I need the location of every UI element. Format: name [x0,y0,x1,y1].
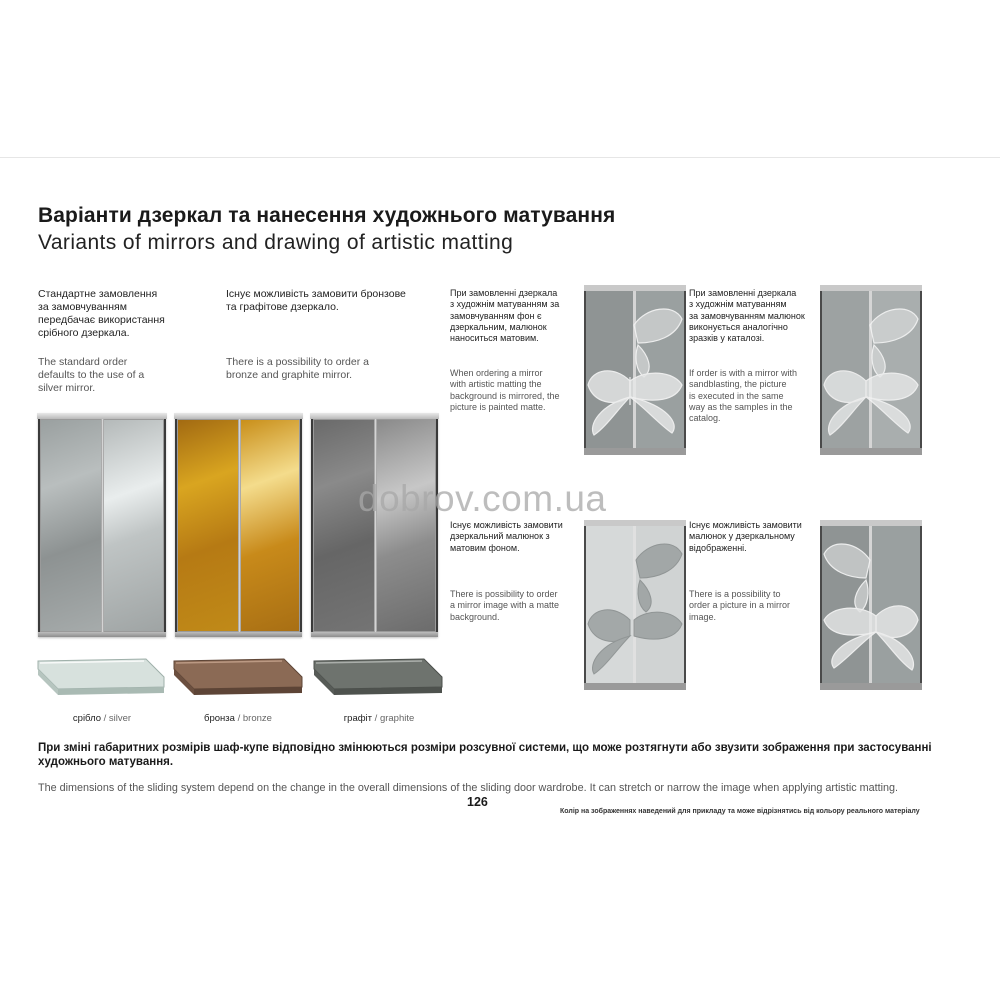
graphite-mirror-wardrobe [311,413,438,637]
text-line: There is possibility to order [450,589,558,599]
text-line: defaults to the use of a [38,369,145,381]
text-line: дзеркальним, малюнок [450,321,547,332]
text-line: silver mirror. [38,382,96,394]
page-number: 126 [467,795,488,809]
bronze-graphite-text-en [226,356,369,382]
note-uk: При зміні габаритних розмірів шаф-купе відповідно змінюються розміри розсувної системи, що може розтягнути або звузити зображення при застосуванні художнього матування. [38,742,932,768]
butterfly-mirrored-picture-wardrobe [820,520,922,690]
text-line: Існує можливість замовити [689,520,802,530]
bronze-graphite-text-uk [226,288,406,314]
text-line: за замовчуванням малюнок [689,310,805,321]
text-line: замовчуванням фон є [450,310,542,321]
watermark: dobrov.com.ua [358,478,607,519]
matte-mirrored-text-en [450,368,560,413]
text-line: image. [689,611,717,622]
mirror-image-text-uk [450,520,563,554]
sandblast-text-en [689,368,797,424]
left-door [177,419,239,632]
text-line: дзеркальний малюнок з [450,531,550,542]
top-divider [0,157,1000,158]
swatch-name-en: bronze [242,713,272,724]
text-line: з художнім матуванням за [450,299,560,310]
text-line: background. [450,611,500,622]
bronze-label [188,713,288,724]
left-door [40,419,102,632]
sandblast-text-uk [689,288,805,344]
text-line: bronze and graphite mirror. [226,369,353,381]
text-line: наноситься матовим. [450,333,539,344]
text-line: a mirror image with a matte [450,600,560,611]
text-line: Існує можливість замовити бронзове [226,288,406,300]
text-line: way as the samples in the [689,401,793,412]
text-line: with artistic matting the [450,379,542,390]
text-line: та графітове дзеркало. [226,301,339,313]
right-door [376,419,436,632]
page-title-en: Variants of mirrors and drawing of artistic matting [38,231,514,254]
bronze-mirror-wardrobe [175,413,302,637]
silver-label [52,713,152,724]
swatch-separator: / [372,713,380,724]
matte-mirrored-text-uk [450,288,559,344]
swatch-separator: / [101,713,109,724]
mirrored-picture-text-uk [689,520,802,554]
page-title-uk: Варіанти дзеркал та нанесення художнього матування [38,204,616,227]
swatch-name-uk: срібло [72,713,101,724]
butterfly-sandblast-wardrobe [820,285,922,455]
text-line: is executed in the same [689,390,784,401]
door-profile [101,419,104,632]
text-line: sandblasting, the picture [689,379,787,390]
text-line: малюнок у дзеркальному [689,531,795,542]
right-door [240,419,300,632]
silver-glass-swatch [36,655,166,705]
swatch-separator: / [234,713,243,724]
text-line: виконується аналогічно [689,321,788,332]
butterfly-matte-wardrobe [584,285,686,455]
text-line: матовим фоном. [450,542,520,553]
butterfly-mirror-image-wardrobe [584,520,686,690]
standard-text-en [38,356,144,395]
text-line: срібного дзеркала. [38,327,130,339]
left-door [313,419,375,632]
standard-text-uk [38,288,165,340]
wardrobe-bottom-rail [175,632,302,637]
text-line: відображенні. [689,542,747,553]
text-line: Стандартне замовлення [38,288,158,300]
text-line: з художнім матуванням [689,299,787,310]
text-line: передбачає використання [38,314,165,326]
graphite-label [324,713,434,724]
text-line: The standard order [38,356,128,368]
mirror-image-text-en [450,589,559,623]
text-line: за замовчуванням [38,301,127,313]
door-profile [374,419,377,632]
text-line: When ordering a mirror [450,368,543,378]
text-line: При замовленні дзеркала [450,288,558,298]
text-line: There is a possibility to order a [226,356,369,368]
color-footnote: Колір на зображеннях наведений для прикладу та може відрізнятись від кольору реального матеріалу [560,808,920,815]
text-line: order a picture in a mirror [689,600,791,611]
text-line: picture is painted matte. [450,401,546,412]
text-line: background is mirrored, the [450,390,560,401]
silver-mirror-wardrobe [38,413,166,637]
text-line: зразків у каталозі. [689,333,765,344]
text-line: If order is with a mirror with [689,368,798,378]
text-line: При замовленні дзеркала [689,288,797,298]
text-line: Існує можливість замовити [450,520,563,530]
note-en: The dimensions of the sliding system depend on the change in the overall dimensions of the sliding door wardrobe. It can stretch or narrow the image when applying artistic matting. [38,782,899,794]
bronze-glass-swatch [172,655,304,705]
wardrobe-bottom-rail [311,632,438,637]
swatch-name-uk: бронза [204,713,235,724]
swatch-name-en: graphite [379,713,415,724]
graphite-glass-swatch [312,655,444,705]
swatch-name-en: silver [108,713,132,724]
swatch-name-uk: графіт [343,713,373,724]
text-line: catalog. [689,413,721,424]
wardrobe-bottom-rail [38,632,166,637]
mirrored-picture-text-en [689,589,790,623]
right-door [103,419,164,632]
door-profile [238,419,241,632]
text-line: There is a possibility to [689,589,781,599]
